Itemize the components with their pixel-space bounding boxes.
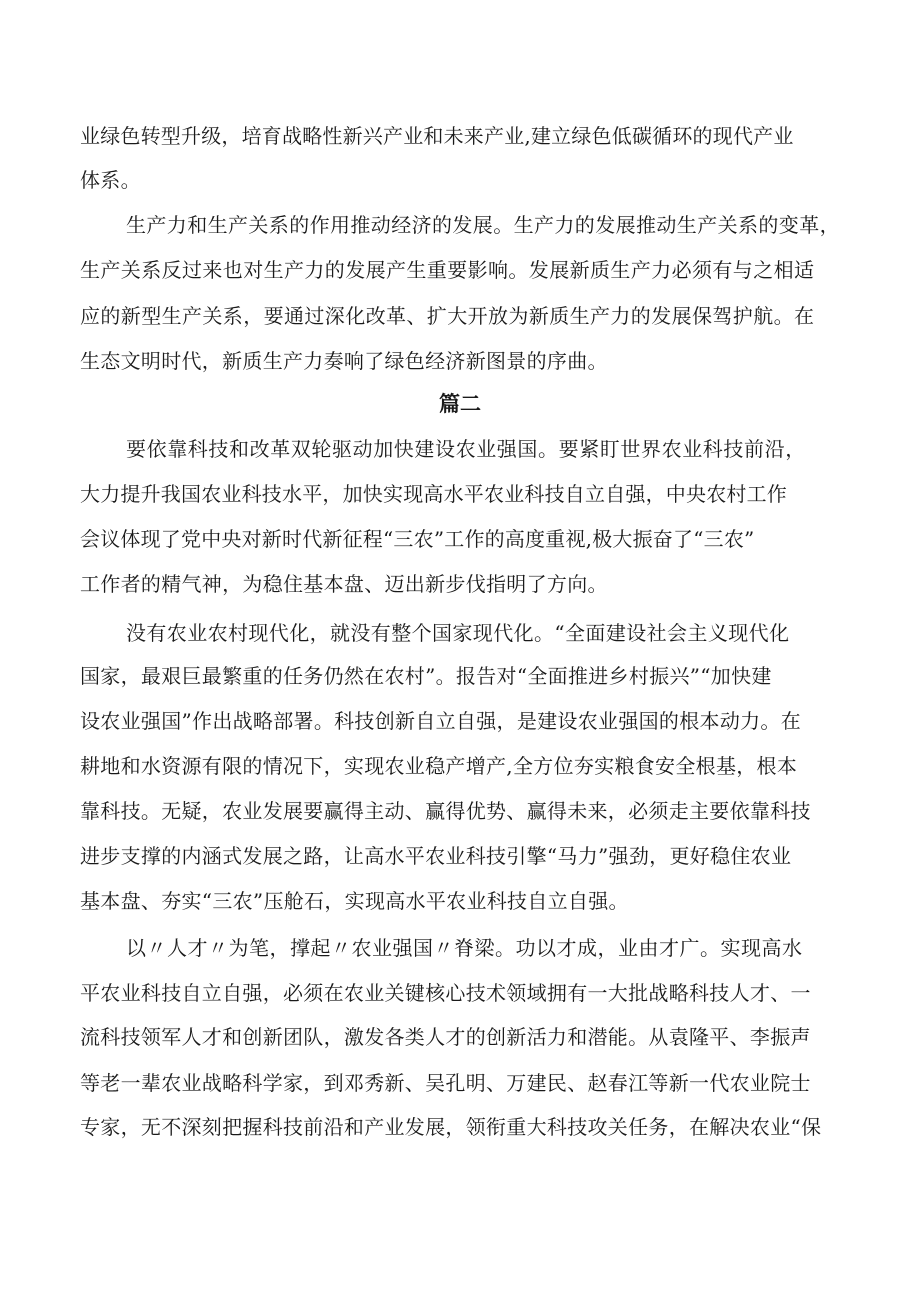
paragraph-line: 国家，最艰巨最繁重的任务仍然在农村”。报告对“全面推进乡村振兴”“加快建 bbox=[80, 664, 772, 688]
paragraph-line: 业绿色转型升级，培育战略性新兴产业和未来产业,建立绿色低碳循环的现代产业 bbox=[80, 124, 794, 148]
paragraph-line: 生态文明时代，新质生产力奏响了绿色经济新图景的序曲。 bbox=[80, 349, 608, 373]
paragraph-line: 基本盘、夯实“三农”压舱石，实现高水平农业科技自立自强。 bbox=[80, 889, 629, 913]
paragraph-line: 没有农业农村现代化，就没有整个国家现代化。“全面建设社会主义现代化 bbox=[126, 621, 790, 645]
paragraph-line: 平农业科技自立自强，必须在农业关键核心技术领域拥有一大批战略科技人才、一 bbox=[80, 981, 811, 1005]
paragraph-line: 流科技领军人才和创新团队，激发各类人才的创新活力和潜能。从袁隆平、李振声 bbox=[80, 1025, 811, 1049]
section-heading: 篇二 bbox=[439, 392, 481, 416]
paragraph-line: 设农业强国”作出战略部署。科技创新自立自强，是建设农业强国的根本动力。在 bbox=[80, 709, 802, 733]
paragraph-line: 体系。 bbox=[80, 168, 141, 192]
paragraph-line: 应的新型生产关系，要通过深化改革、扩大开放为新质生产力的发展保驾护航。在 bbox=[80, 304, 815, 328]
paragraph-line: 耕地和水资源有限的情况下，实现农业稳产增产,全方位夯实粮食安全根基，根本 bbox=[80, 754, 798, 778]
paragraph-line: 要依靠科技和改革双轮驱动加快建设农业强国。要紧盯世界农业科技前沿， bbox=[126, 437, 806, 461]
paragraph-line: 生产关系反过来也对生产力的发展产生重要影响。发展新质生产力必须有与之相适 bbox=[80, 258, 815, 282]
paragraph-line: 生产力和生产关系的作用推动经济的发展。生产力的发展推动生产关系的变革， bbox=[126, 213, 840, 237]
paragraph-line: 工作者的精气神，为稳住基本盘、迈出新步伐指明了方向。 bbox=[80, 572, 608, 596]
paragraph-line: 会议体现了党中央对新时代新征程“三农”工作的高度重视,极大振奋了“三农” bbox=[80, 527, 755, 551]
paragraph-line: 靠科技。无疑，农业发展要赢得主动、赢得优势、赢得未来，必须走主要依靠科技 bbox=[80, 799, 811, 823]
paragraph-line: 以〃人才〃为笔，撑起〃农业强国〃脊梁。功以才成，业由才广。实现高水 bbox=[126, 936, 803, 960]
paragraph-line: 大力提升我国农业科技水平，加快实现高水平农业科技自立自强，中央农村工作 bbox=[80, 482, 787, 506]
paragraph-line: 等老一辈农业战略科学家，到邓秀新、吴孔明、万建民、赵春江等新一代农业院士 bbox=[80, 1071, 811, 1095]
paragraph-line: 专家，无不深刻把握科技前沿和产业发展，领衔重大科技攻关任务，在解决农业“保 bbox=[80, 1115, 822, 1139]
paragraph-line: 进步支撑的内涵式发展之路，让高水平农业科技引擎“马力”强劲，更好稳住农业 bbox=[80, 844, 792, 868]
